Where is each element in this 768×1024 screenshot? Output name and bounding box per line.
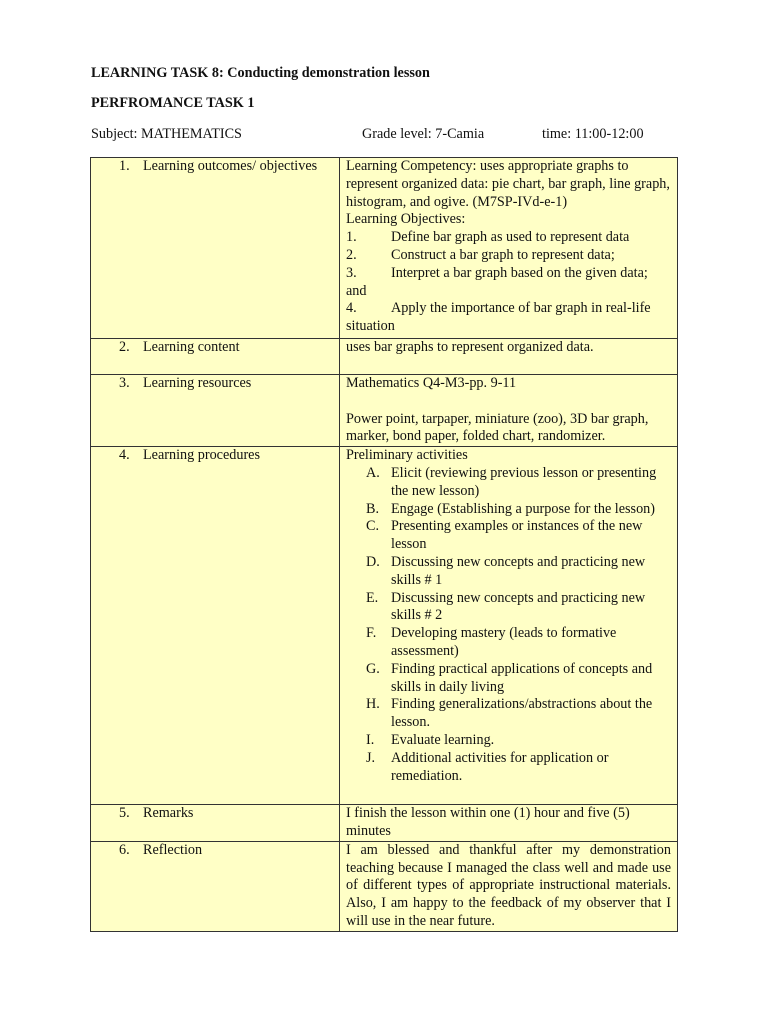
objective-text: Define bar graph as used to represent data — [391, 229, 630, 246]
objective-item — [346, 265, 671, 301]
reflection-text: I am blessed and thankful after my demonstration teaching because I managed the class well and made use of different types of appropriate instructional materials. Also, I am happy to the feedback of my observer that I will use in the near future. — [346, 841, 671, 929]
row-content-cell — [340, 447, 678, 805]
objective-number: 4. — [346, 300, 357, 317]
objective-number: 1. — [346, 229, 357, 246]
procedure-list — [346, 465, 671, 785]
row-label-cell — [91, 339, 340, 375]
row-label: Learning resources — [143, 375, 252, 391]
row-number: 1. — [119, 158, 130, 174]
row-label: Learning content — [143, 339, 240, 355]
step-text: Finding generalizations/abstractions about the lesson. — [391, 696, 653, 731]
time-label: time: 11:00-12:00 — [542, 126, 644, 142]
list-item — [346, 696, 671, 732]
step-text: Additional activities for application or remediation. — [391, 749, 609, 784]
list-item — [346, 518, 671, 554]
row-content-cell — [340, 841, 678, 931]
objective-item — [346, 229, 671, 247]
objective-number: 3. — [346, 264, 357, 281]
row-content-cell — [340, 158, 678, 339]
row-label-cell — [91, 158, 340, 339]
row-label: Learning outcomes/ objectives — [143, 158, 318, 174]
row-label: Remarks — [143, 805, 194, 822]
step-text: Elicit (reviewing previous lesson or presenting the new lesson) — [391, 464, 657, 499]
row-number: 6. — [119, 841, 130, 858]
list-item — [346, 732, 671, 750]
table-row — [91, 339, 678, 375]
subject-line — [91, 126, 691, 144]
learning-competency: Learning Competency: uses appropriate graphs to represent organized data: pie chart, bar graph, line graph, histogram, and ogive. (M7SP-IVd-e-1) — [346, 158, 670, 210]
step-letter: I. — [366, 731, 375, 748]
step-letter: F. — [366, 625, 377, 642]
list-item — [346, 501, 671, 519]
objective-item — [346, 247, 671, 265]
row-content-cell — [340, 805, 678, 842]
row-label-cell — [91, 375, 340, 447]
table-row — [91, 375, 678, 447]
step-letter: J. — [366, 749, 376, 766]
performance-task-heading: PERFROMANCE TASK 1 — [91, 95, 255, 111]
step-text: Engage (Establishing a purpose for the lesson) — [391, 500, 655, 517]
table-row — [91, 805, 678, 842]
table-row — [91, 158, 678, 339]
row-label-cell — [91, 841, 340, 931]
objective-item — [346, 300, 671, 336]
task-heading: LEARNING TASK 8: Conducting demonstration lesson — [91, 65, 430, 81]
list-item — [346, 625, 671, 661]
row-content-cell — [340, 375, 678, 447]
learning-content-text: uses bar graphs to represent organized data. — [346, 339, 594, 355]
step-letter: A. — [366, 464, 380, 481]
list-item — [346, 554, 671, 590]
table-row — [91, 447, 678, 805]
step-text: Developing mastery (leads to formative assessment) — [391, 625, 617, 659]
learning-objectives-label: Learning Objectives: — [346, 211, 466, 228]
remarks-text: I finish the lesson within one (1) hour and five (5) minutes — [346, 805, 630, 839]
subject-label: Subject: MATHEMATICS — [91, 126, 242, 142]
step-letter: E. — [366, 589, 379, 606]
procedures-intro: Preliminary activities — [346, 447, 468, 464]
objective-text: Apply the importance of bar graph in real-life situation — [346, 300, 651, 335]
row-label: Reflection — [143, 841, 203, 858]
list-item — [346, 590, 671, 626]
step-text: Discussing new concepts and practicing new skills # 1 — [391, 553, 646, 588]
objective-text: Interpret a bar graph based on the given data; and — [346, 264, 648, 299]
objective-text: Construct a bar graph to represent data; — [391, 246, 615, 263]
step-text: Evaluate learning. — [391, 731, 495, 748]
resource-materials: Power point, tarpaper, miniature (zoo), 3D bar graph, marker, bond paper, folded chart, randomizer. — [346, 410, 649, 445]
list-item — [346, 750, 671, 786]
row-label-cell — [91, 447, 340, 805]
step-letter: D. — [366, 553, 380, 570]
list-item — [346, 465, 671, 501]
row-label-cell — [91, 805, 340, 842]
step-text: Finding practical applications of concepts and skills in daily living — [391, 660, 653, 695]
step-text: Presenting examples or instances of the new lesson — [391, 518, 643, 553]
resource-reference: Mathematics Q4-M3-pp. 9-11 — [346, 375, 517, 391]
step-letter: G. — [366, 660, 380, 677]
step-letter: H. — [366, 696, 380, 713]
list-item — [346, 661, 671, 697]
row-content-cell — [340, 339, 678, 375]
table-row — [91, 841, 678, 931]
objective-number: 2. — [346, 246, 357, 263]
row-number: 5. — [119, 805, 130, 822]
row-number: 4. — [119, 447, 130, 464]
step-letter: B. — [366, 500, 380, 517]
row-number: 3. — [119, 375, 130, 391]
row-label: Learning procedures — [143, 447, 260, 464]
step-letter: C. — [366, 518, 380, 535]
lesson-plan-table — [90, 157, 678, 932]
step-text: Discussing new concepts and practicing new skills # 2 — [391, 589, 646, 624]
row-number: 2. — [119, 339, 130, 355]
grade-level-label: Grade level: 7-Camia — [362, 126, 485, 142]
